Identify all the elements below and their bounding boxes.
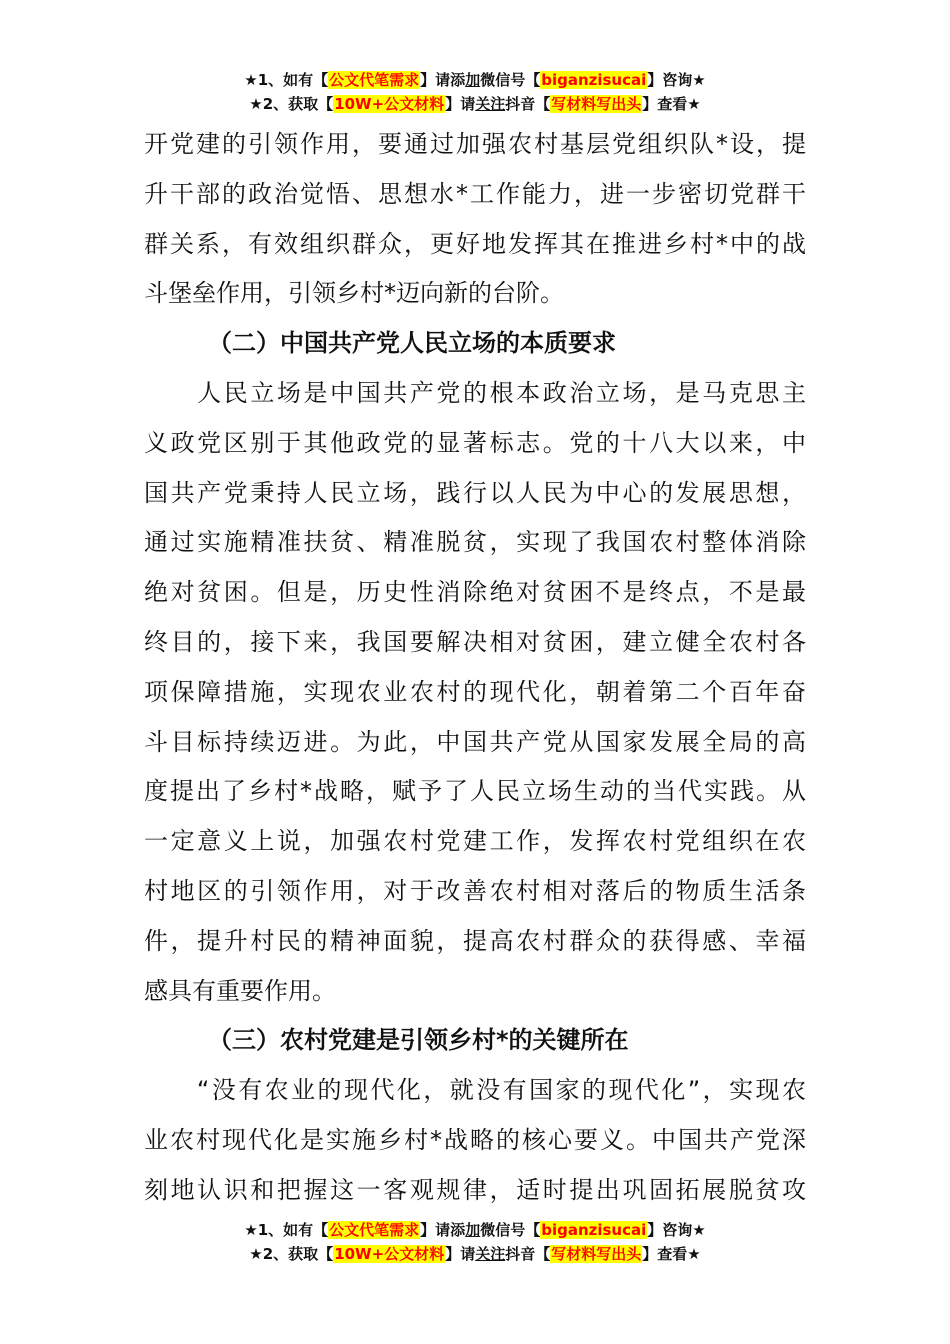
banner-highlight: biganzisucai: [541, 71, 647, 89]
banner-text: 】查看★: [642, 1245, 701, 1263]
footer-banner: [0, 1218, 950, 1266]
banner-line-2: [0, 92, 950, 116]
paragraph-line: 斗堡垒作用，引领乡村*迈向新的台阶。: [144, 279, 564, 308]
banner-line-1: [0, 68, 950, 92]
paragraph-line: 升干部的政治觉悟、思想水*工作能力，进一步密切党群干: [144, 179, 806, 208]
paragraph-line: 项保障措施，实现农业农村的现代化，朝着第二个百年奋: [144, 677, 806, 706]
banner-text: 抖音【: [505, 1245, 551, 1263]
paragraph-line: 村地区的引领作用，对于改善农村相对落后的物质生活条: [144, 876, 806, 905]
paragraph-line: “没有农业的现代化，就没有国家的现代化”，实现农: [144, 1076, 806, 1105]
banner-highlight: 10W+公文材料: [334, 1245, 445, 1263]
banner-text: 】请添: [420, 71, 466, 89]
banner-text: 抖音【: [505, 95, 551, 113]
banner-highlight: biganzisucai: [541, 1221, 647, 1239]
paragraph-line: 开党建的引领作用，要通过加强农村基层党组织队*设，提: [144, 130, 806, 158]
banner-text: 】查看★: [642, 95, 701, 113]
paragraph-line: 国共产党秉持人民立场，践行以人民为中心的发展思想，: [144, 478, 806, 507]
paragraph-line: 一定意义上说，加强农村党建工作，发挥农村党组织在农: [144, 827, 806, 856]
banner-underline: 加: [465, 71, 481, 89]
banner-highlight: 公文代笔需求: [329, 1221, 420, 1239]
paragraph-line: 感具有重要作用。: [144, 976, 336, 1005]
section-heading: （二）中国共产党人民立场的本质要求: [208, 329, 616, 358]
banner-text: 】咨询★: [647, 1221, 706, 1239]
banner-text: ★2、获取【: [249, 1245, 334, 1263]
banner-text: 】咨询★: [647, 71, 706, 89]
banner-text: 】请添: [420, 1221, 466, 1239]
banner-highlight: 写材料写出头: [551, 95, 642, 113]
paragraph-line: 度提出了乡村*战略，赋予了人民立场生动的当代实践。从: [144, 777, 806, 806]
paragraph-line: 件，提升村民的精神面貌，提高农村群众的获得感、幸福: [144, 926, 806, 955]
banner-line-2: [0, 1242, 950, 1266]
paragraph-line: 斗目标持续迈进。为此，中国共产党从国家发展全局的高: [144, 727, 806, 756]
banner-text: ★1、如有【: [244, 1221, 329, 1239]
banner-underline: 加: [465, 1221, 481, 1239]
banner-text: 微信号【: [480, 71, 541, 89]
banner-underline: 关注: [475, 1245, 506, 1263]
banner-highlight: 10W+公文材料: [334, 95, 445, 113]
paragraph-line: 业农村现代化是实施乡村*战略的核心要义。中国共产党深: [144, 1125, 806, 1154]
paragraph-line: 人民立场是中国共产党的根本政治立场，是马克思主: [144, 378, 806, 407]
paragraph-line: 绝对贫困。但是，历史性消除绝对贫困不是终点，不是最: [144, 578, 806, 607]
header-banner: [0, 68, 950, 116]
banner-underline: 关注: [475, 95, 506, 113]
banner-text: 】请: [445, 95, 476, 113]
paragraph-line: 群关系，有效组织群众，更好地发挥其在推进乡村*中的战: [144, 229, 806, 258]
banner-text: ★1、如有【: [244, 71, 329, 89]
banner-text: 微信号【: [480, 1221, 541, 1239]
banner-highlight: 公文代笔需求: [329, 71, 420, 89]
paragraph-line: 刻地认识和把握这一客观规律，适时提出巩固拓展脱贫攻: [144, 1175, 806, 1204]
document-body: [144, 120, 806, 1216]
banner-text: ★2、获取【: [249, 95, 334, 113]
paragraph-line: 义政党区别于其他政党的显著标志。党的十八大以来，中: [144, 428, 806, 457]
paragraph-line: 通过实施精准扶贫、精准脱贫，实现了我国农村整体消除: [144, 528, 806, 557]
banner-highlight: 写材料写出头: [551, 1245, 642, 1263]
section-heading: （三）农村党建是引领乡村*的关键所在: [208, 1026, 629, 1055]
paragraph-line: 终目的，接下来，我国要解决相对贫困，建立健全农村各: [144, 627, 806, 656]
banner-line-1: [0, 1218, 950, 1242]
banner-text: 】请: [445, 1245, 476, 1263]
